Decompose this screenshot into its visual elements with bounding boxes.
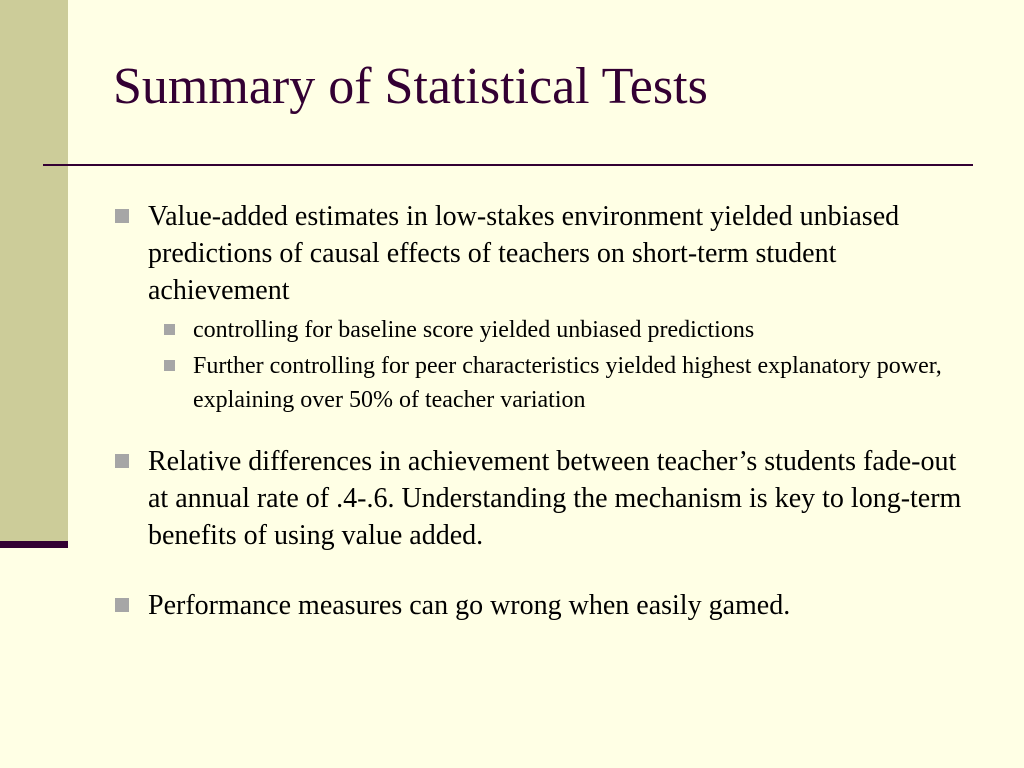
title-divider — [43, 164, 973, 166]
slide-title: Summary of Statistical Tests — [113, 58, 708, 115]
sub-bullet-text-1: controlling for baseline score yielded unbiased predictions — [193, 317, 755, 343]
bullet-list — [113, 198, 983, 624]
bullet-item-3 — [113, 587, 983, 624]
left-accent-bar — [0, 541, 68, 548]
sub-bullet-item-1 — [113, 313, 983, 347]
bullet-text-3: Performance measures can go wrong when easily gamed. — [148, 590, 791, 621]
bullet-text-2: Relative differences in achievement between teacher’s students fade-out at annual rate of .4-.6. Understanding the mechanism is key to long-term benefits of using value added. — [148, 446, 962, 551]
square-bullet-icon — [115, 209, 129, 223]
sub-bullet-text-2: Further controlling for peer characteristics yielded highest explanatory power, explaining over 50% of teacher variation — [193, 353, 942, 413]
square-bullet-icon — [115, 598, 129, 612]
sub-bullet-list — [113, 313, 983, 417]
sub-bullet-item-2 — [113, 349, 983, 417]
square-bullet-icon — [115, 454, 129, 468]
left-accent-band — [0, 0, 68, 541]
square-bullet-icon — [164, 360, 175, 371]
bullet-item-2 — [113, 443, 983, 554]
square-bullet-icon — [164, 324, 175, 335]
bullet-text-1: Value-added estimates in low-stakes environment yielded unbiased predictions of causal effects of teachers on short-term student achievement — [148, 201, 900, 306]
bullet-item-1 — [113, 198, 983, 309]
